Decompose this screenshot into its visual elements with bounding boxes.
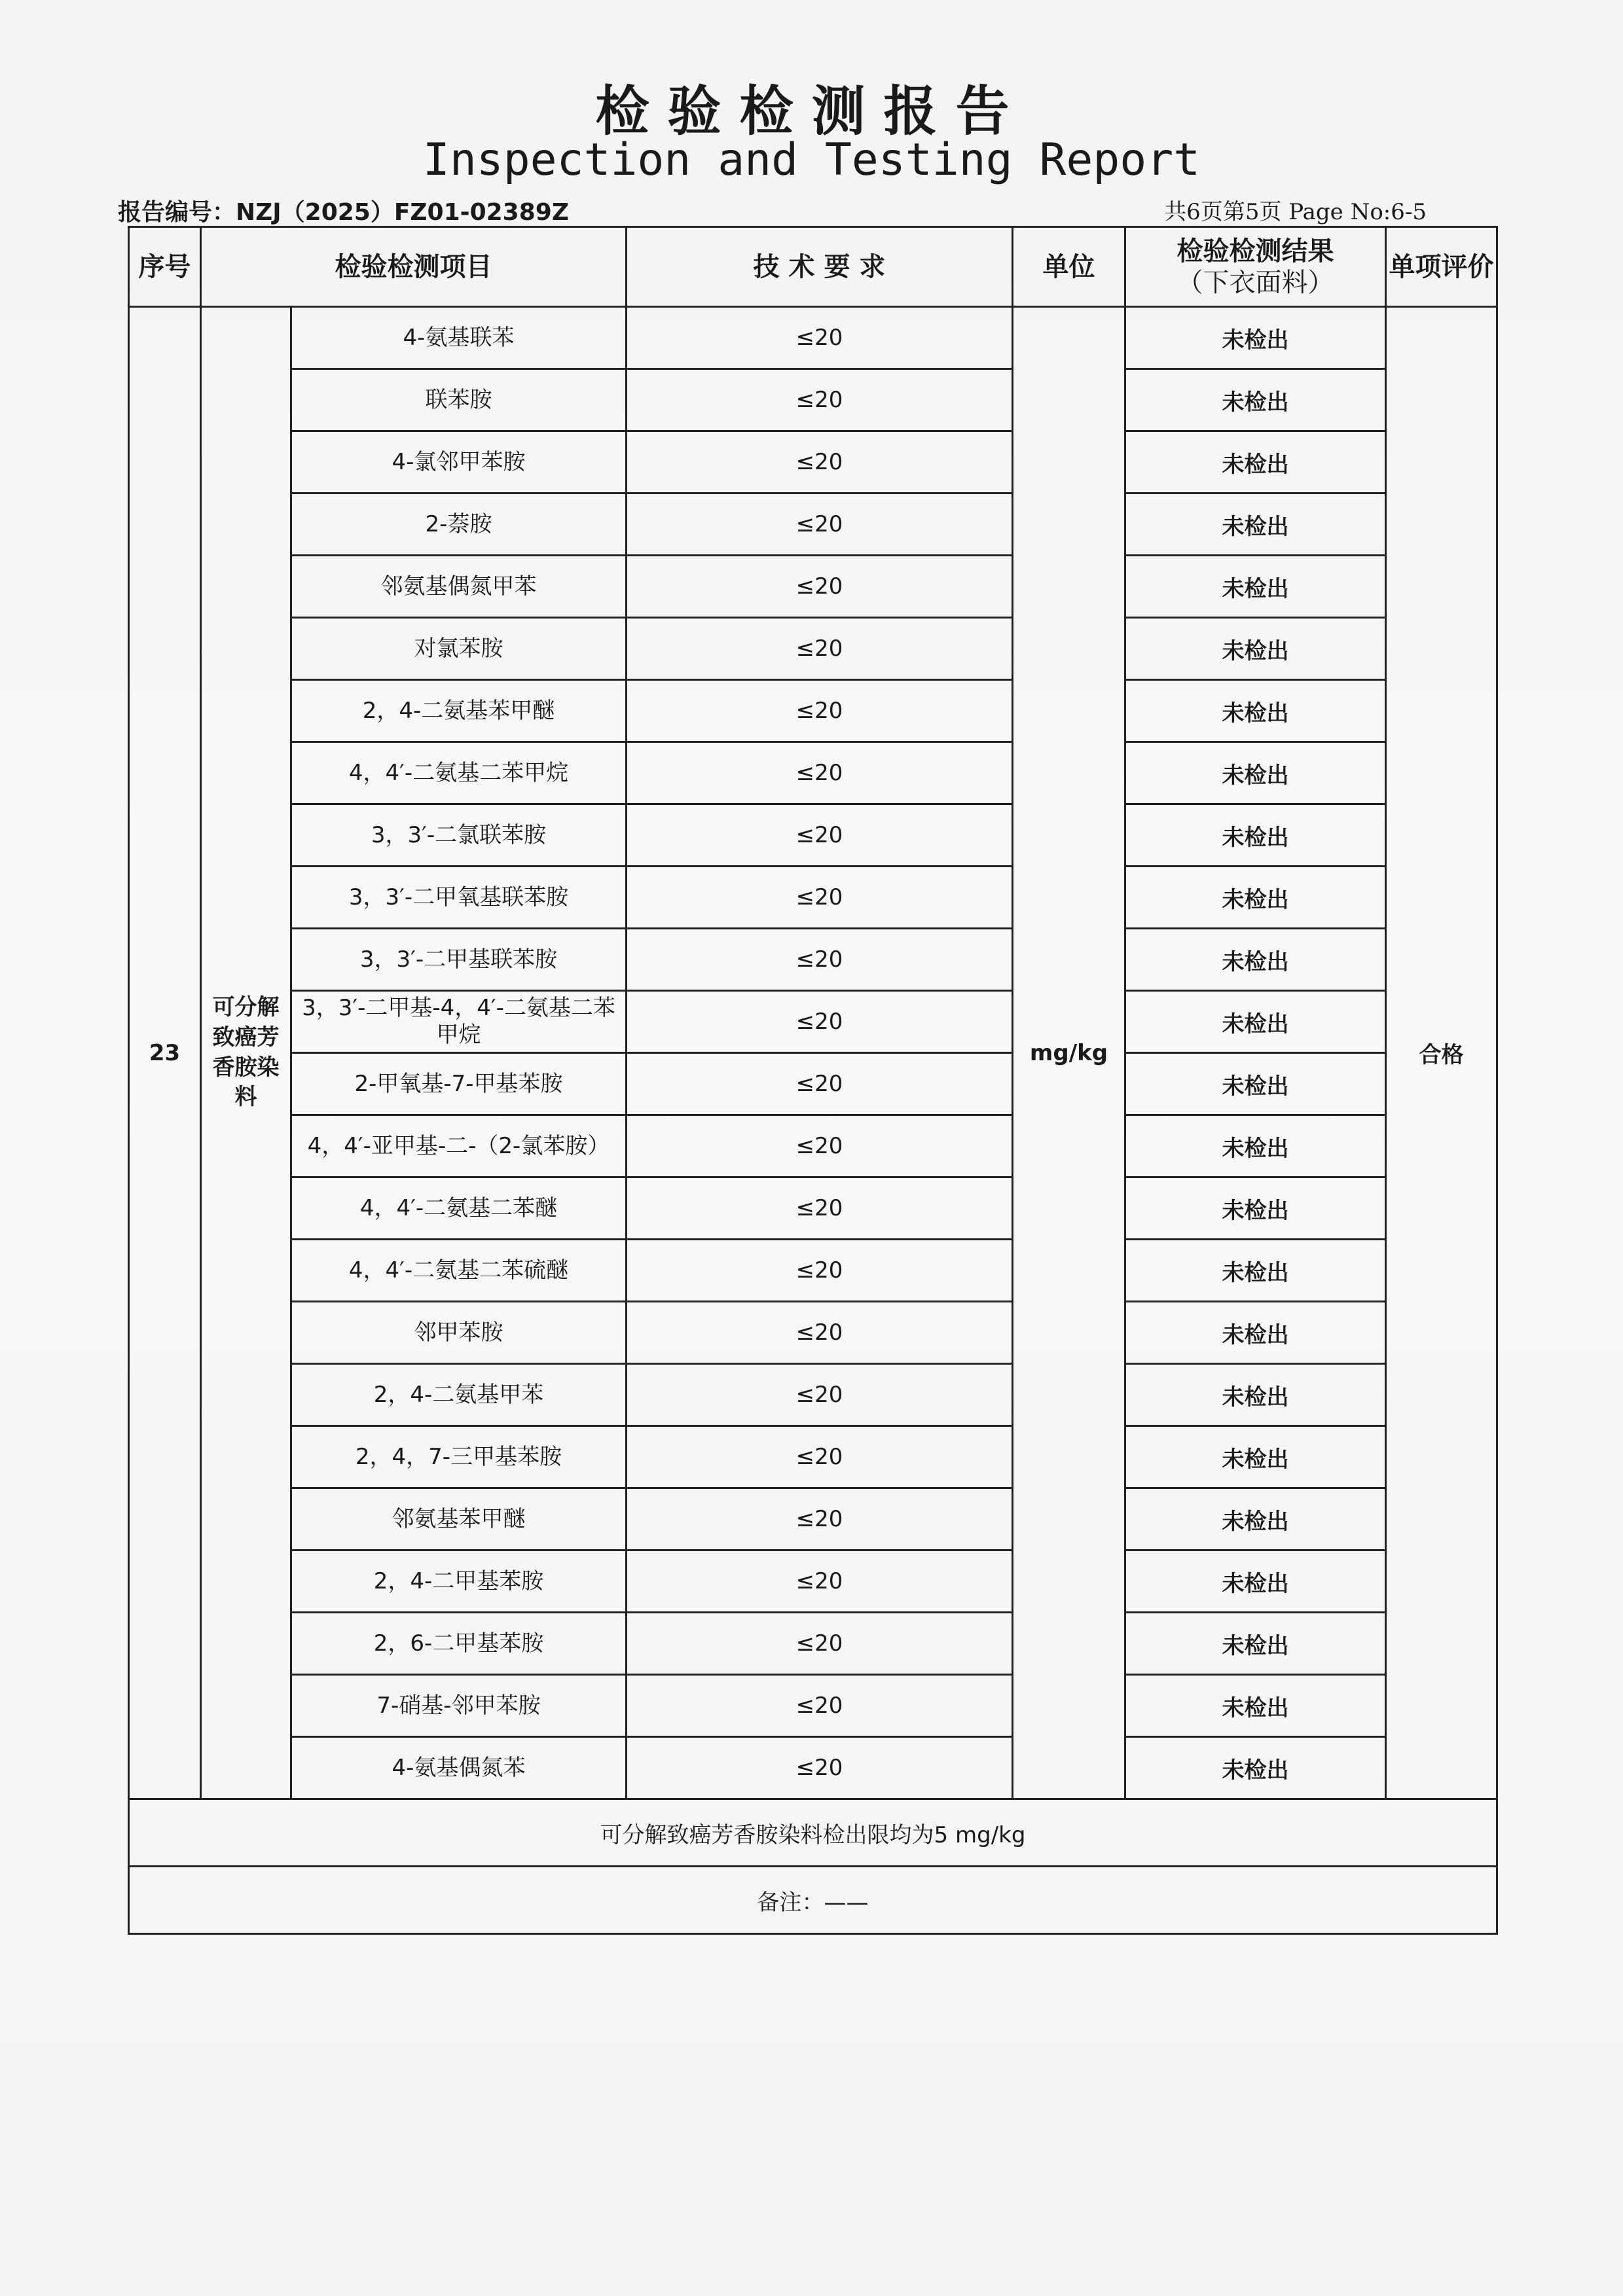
result-cell: 未检出 bbox=[1125, 742, 1386, 804]
result-cell: 未检出 bbox=[1125, 1053, 1386, 1115]
result-cell: 未检出 bbox=[1125, 556, 1386, 618]
result-cell: 未检出 bbox=[1125, 618, 1386, 680]
result-cell: 未检出 bbox=[1125, 1364, 1386, 1426]
table-row bbox=[129, 1053, 1497, 1115]
remarks: 备注：—— bbox=[129, 1867, 1497, 1934]
requirement-cell: ≤20 bbox=[627, 804, 1013, 867]
report-number bbox=[118, 194, 569, 227]
item-cell: 邻氨基苯甲醚 bbox=[291, 1488, 627, 1551]
table-row bbox=[129, 1675, 1497, 1737]
requirement-cell: ≤20 bbox=[627, 1675, 1013, 1737]
item-cell: 邻氨基偶氮甲苯 bbox=[291, 556, 627, 618]
header-item: 检验检测项目 bbox=[201, 227, 627, 307]
result-cell: 未检出 bbox=[1125, 1488, 1386, 1551]
result-cell: 未检出 bbox=[1125, 1177, 1386, 1240]
table-row bbox=[129, 1115, 1497, 1177]
requirement-cell: ≤20 bbox=[627, 1737, 1013, 1799]
header-requirement: 技 术 要 求 bbox=[627, 227, 1013, 307]
requirement-cell: ≤20 bbox=[627, 618, 1013, 680]
requirement-cell: ≤20 bbox=[627, 493, 1013, 556]
requirement-cell: ≤20 bbox=[627, 307, 1013, 369]
table-row bbox=[129, 493, 1497, 556]
requirement-cell: ≤20 bbox=[627, 369, 1013, 431]
header-result-line2: （下衣面料） bbox=[1176, 267, 1334, 298]
item-cell: 3，3′-二氯联苯胺 bbox=[291, 804, 627, 867]
detection-limit-note: 可分解致癌芳香胺染料检出限均为5 mg/kg bbox=[129, 1799, 1497, 1867]
table-row bbox=[129, 369, 1497, 431]
table-row bbox=[129, 1426, 1497, 1488]
table-row bbox=[129, 556, 1497, 618]
table-row bbox=[129, 1488, 1497, 1551]
result-cell: 未检出 bbox=[1125, 1551, 1386, 1613]
item-cell: 4，4′-二氨基二苯甲烷 bbox=[291, 742, 627, 804]
item-cell: 3，3′-二甲基-4，4′-二氨基二苯甲烷 bbox=[291, 991, 627, 1053]
item-cell: 4-氨基偶氮苯 bbox=[291, 1737, 627, 1799]
page-info: 共6页第5页 Page No:6-5 bbox=[1164, 199, 1427, 225]
table-row bbox=[129, 867, 1497, 929]
evaluation-cell: 合格 bbox=[1386, 307, 1497, 1799]
table-row bbox=[129, 618, 1497, 680]
item-cell: 对氯苯胺 bbox=[291, 618, 627, 680]
item-cell: 4，4′-二氨基二苯醚 bbox=[291, 1177, 627, 1240]
header-seq: 序号 bbox=[129, 227, 201, 307]
item-cell: 3，3′-二甲氧基联苯胺 bbox=[291, 867, 627, 929]
result-cell: 未检出 bbox=[1125, 493, 1386, 556]
unit-cell: mg/kg bbox=[1013, 307, 1125, 1799]
header-result-line1: 检验检测结果 bbox=[1176, 236, 1334, 266]
result-cell: 未检出 bbox=[1125, 369, 1386, 431]
report-title-en: Inspection and Testing Report bbox=[422, 134, 1201, 186]
result-cell: 未检出 bbox=[1125, 1115, 1386, 1177]
detection-limit-row bbox=[129, 1799, 1497, 1867]
item-cell: 2，6-二甲基苯胺 bbox=[291, 1613, 627, 1675]
result-cell: 未检出 bbox=[1125, 929, 1386, 991]
report-number-label: 报告编号： bbox=[118, 199, 236, 226]
requirement-cell: ≤20 bbox=[627, 1613, 1013, 1675]
requirement-cell: ≤20 bbox=[627, 1364, 1013, 1426]
table-row bbox=[129, 1551, 1497, 1613]
requirement-cell: ≤20 bbox=[627, 1115, 1013, 1177]
requirement-cell: ≤20 bbox=[627, 556, 1013, 618]
requirement-cell: ≤20 bbox=[627, 1302, 1013, 1364]
item-cell: 2，4，7-三甲基苯胺 bbox=[291, 1426, 627, 1488]
item-cell: 4，4′-二氨基二苯硫醚 bbox=[291, 1240, 627, 1302]
table-row bbox=[129, 1177, 1497, 1240]
requirement-cell: ≤20 bbox=[627, 1488, 1013, 1551]
item-cell: 联苯胺 bbox=[291, 369, 627, 431]
table-row bbox=[129, 1240, 1497, 1302]
requirement-cell: ≤20 bbox=[627, 680, 1013, 742]
table-header-row bbox=[129, 227, 1497, 307]
requirement-cell: ≤20 bbox=[627, 929, 1013, 991]
item-cell: 邻甲苯胺 bbox=[291, 1302, 627, 1364]
result-cell: 未检出 bbox=[1125, 1675, 1386, 1737]
group-cell: 可分解致癌芳香胺染料 bbox=[201, 307, 291, 1799]
requirement-cell: ≤20 bbox=[627, 1426, 1013, 1488]
table-row bbox=[129, 680, 1497, 742]
requirement-cell: ≤20 bbox=[627, 991, 1013, 1053]
requirement-cell: ≤20 bbox=[627, 867, 1013, 929]
remarks-row bbox=[129, 1867, 1497, 1934]
result-cell: 未检出 bbox=[1125, 804, 1386, 867]
table-row bbox=[129, 1737, 1497, 1799]
result-cell: 未检出 bbox=[1125, 307, 1386, 369]
table-row bbox=[129, 1302, 1497, 1364]
table-row bbox=[129, 804, 1497, 867]
item-cell: 3，3′-二甲基联苯胺 bbox=[291, 929, 627, 991]
table-row bbox=[129, 307, 1497, 369]
header-evaluation: 单项评价 bbox=[1386, 227, 1497, 307]
result-cell: 未检出 bbox=[1125, 1737, 1386, 1799]
result-cell: 未检出 bbox=[1125, 1302, 1386, 1364]
requirement-cell: ≤20 bbox=[627, 1240, 1013, 1302]
table-body bbox=[129, 307, 1497, 1799]
item-cell: 2，4-二氨基甲苯 bbox=[291, 1364, 627, 1426]
item-cell: 2，4-二氨基苯甲醚 bbox=[291, 680, 627, 742]
table-row bbox=[129, 1613, 1497, 1675]
table-row bbox=[129, 1364, 1497, 1426]
report-title-cn: 检验检测报告 bbox=[595, 81, 1028, 143]
requirement-cell: ≤20 bbox=[627, 1053, 1013, 1115]
result-cell: 未检出 bbox=[1125, 1240, 1386, 1302]
seq-cell: 23 bbox=[129, 307, 201, 1799]
result-cell: 未检出 bbox=[1125, 1613, 1386, 1675]
header-result bbox=[1125, 227, 1386, 307]
result-cell: 未检出 bbox=[1125, 867, 1386, 929]
report-number-value: NZJ（2025）FZ01-02389Z bbox=[236, 199, 569, 226]
item-cell: 2-甲氧基-7-甲基苯胺 bbox=[291, 1053, 627, 1115]
inspection-table bbox=[128, 226, 1498, 1935]
requirement-cell: ≤20 bbox=[627, 742, 1013, 804]
item-cell: 4-氯邻甲苯胺 bbox=[291, 431, 627, 493]
result-cell: 未检出 bbox=[1125, 991, 1386, 1053]
result-cell: 未检出 bbox=[1125, 431, 1386, 493]
result-cell: 未检出 bbox=[1125, 680, 1386, 742]
requirement-cell: ≤20 bbox=[627, 1177, 1013, 1240]
result-cell: 未检出 bbox=[1125, 1426, 1386, 1488]
header-unit: 单位 bbox=[1013, 227, 1125, 307]
item-cell: 4-氨基联苯 bbox=[291, 307, 627, 369]
table-row bbox=[129, 742, 1497, 804]
table-row bbox=[129, 991, 1497, 1053]
item-cell: 2，4-二甲基苯胺 bbox=[291, 1551, 627, 1613]
table-row bbox=[129, 431, 1497, 493]
item-cell: 2-萘胺 bbox=[291, 493, 627, 556]
requirement-cell: ≤20 bbox=[627, 1551, 1013, 1613]
item-cell: 4，4′-亚甲基-二-（2-氯苯胺） bbox=[291, 1115, 627, 1177]
requirement-cell: ≤20 bbox=[627, 431, 1013, 493]
table-row bbox=[129, 929, 1497, 991]
item-cell: 7-硝基-邻甲苯胺 bbox=[291, 1675, 627, 1737]
